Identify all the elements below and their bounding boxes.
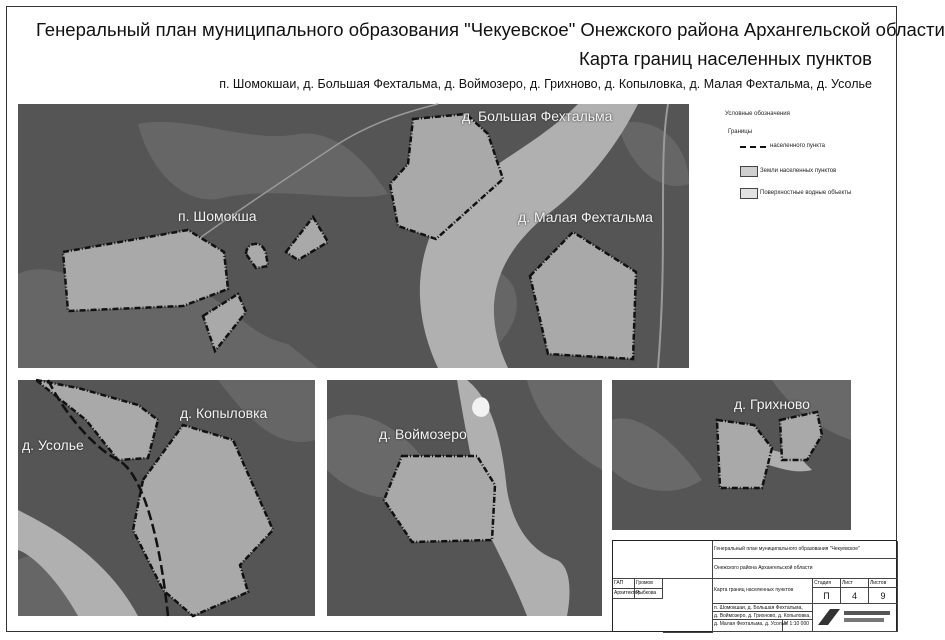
label-grikhnovo: д. Грихново [734, 396, 810, 412]
voimozero-map-panel[interactable] [327, 380, 602, 616]
stamp-signature-cells [663, 579, 713, 633]
stamp-stage-value: П [813, 588, 841, 604]
legend [700, 108, 890, 238]
label-usolye: д. Усолье [22, 437, 84, 453]
stamp-settlements-2: д. Воймозеро, д. Грихново, д. Копыловка, [713, 612, 813, 620]
stamp-settlements-3: д. Малая Фехтальма, д. Усолье [713, 620, 783, 632]
boundary-shomoksha-3 [286, 217, 328, 260]
stamp-sheets-value: 9 [869, 588, 898, 604]
boundary-grikhnovo-west [717, 420, 772, 488]
stamp-role-2: Архитектор [613, 589, 635, 599]
stamp-col-stage: Стадия [813, 579, 841, 588]
legend-zone-swatch [740, 166, 758, 177]
stamp-scale: М 1:10 000 [783, 620, 813, 632]
settlements-list: п. Шомокшаи, д. Большая Фехтальма, д. Воймозеро, д. Грихново, д. Копыловка, д. Малая Фехтальма, д. Усолье [219, 77, 872, 91]
boundary-voimozero [384, 456, 495, 542]
grikhnovo-map-panel[interactable] [612, 380, 851, 530]
stamp-role-1: ГАП [613, 579, 635, 589]
company-logo-icon [814, 605, 894, 629]
stamp-sheet-value: 4 [841, 588, 869, 604]
stamp-org-line: Генеральный план муниципального образования "Чекуевское" [713, 541, 898, 559]
label-voimozero: д. Воймозеро [379, 426, 467, 442]
stamp-col-sheet: Лист [841, 579, 869, 588]
label-shomoksha: п. Шомокша [178, 208, 257, 224]
legend-borders-heading: Границы [728, 129, 752, 135]
stamp-col-sheets: Листов [869, 579, 898, 588]
stamp-sig-2: Рыбкова [635, 589, 663, 599]
map-subtitle: Карта границ населенных пунктов [578, 48, 872, 69]
main-map-panel[interactable] [18, 104, 689, 368]
legend-water-swatch [740, 188, 758, 199]
label-bolshaya-fekhtalma: д. Большая Фехтальма [462, 108, 613, 124]
stamp-settlements-1: п. Шомокшаи, д. Большая Фехтальма, [713, 604, 813, 612]
usolye-map-panel[interactable] [18, 380, 315, 616]
label-malaya-fekhtalma: д. Малая Фехтальма [518, 209, 653, 225]
stamp-company-logo [813, 604, 898, 632]
legend-item-border: населенного пункта [770, 143, 825, 149]
legend-item-water: Поверхностные водные объекты [760, 190, 852, 196]
boundary-shomoksha-4 [246, 244, 268, 268]
legend-item-zone: Земли населенных пунктов [760, 168, 837, 174]
usolye-map-drawing [18, 380, 315, 616]
legend-heading: Условные обозначения [725, 111, 790, 117]
stamp-region-line: Онежского района Архангельской области [713, 559, 898, 579]
main-map-drawing [18, 104, 689, 368]
legend-border-swatch [740, 146, 766, 148]
boundary-kopylovka [133, 425, 273, 616]
stamp-revisions-grid [613, 541, 713, 579]
boundary-shomoksha [63, 230, 228, 311]
voimozero-map-drawing [327, 380, 602, 616]
boundary-grikhnovo-east [780, 412, 822, 460]
stamp-sig-1: Громов [635, 579, 663, 589]
grikhnovo-map-drawing [612, 380, 851, 530]
boundary-malaya-fekhtalma [530, 232, 636, 359]
document-title: Генеральный план муниципального образования "Чекуевское" Онежского района Архангельской области [36, 19, 945, 40]
title-block [612, 540, 897, 632]
stamp-sheet-title: Карта границ населенных пунктов [713, 579, 813, 604]
label-kopylovka: д. Копыловка [180, 405, 268, 421]
